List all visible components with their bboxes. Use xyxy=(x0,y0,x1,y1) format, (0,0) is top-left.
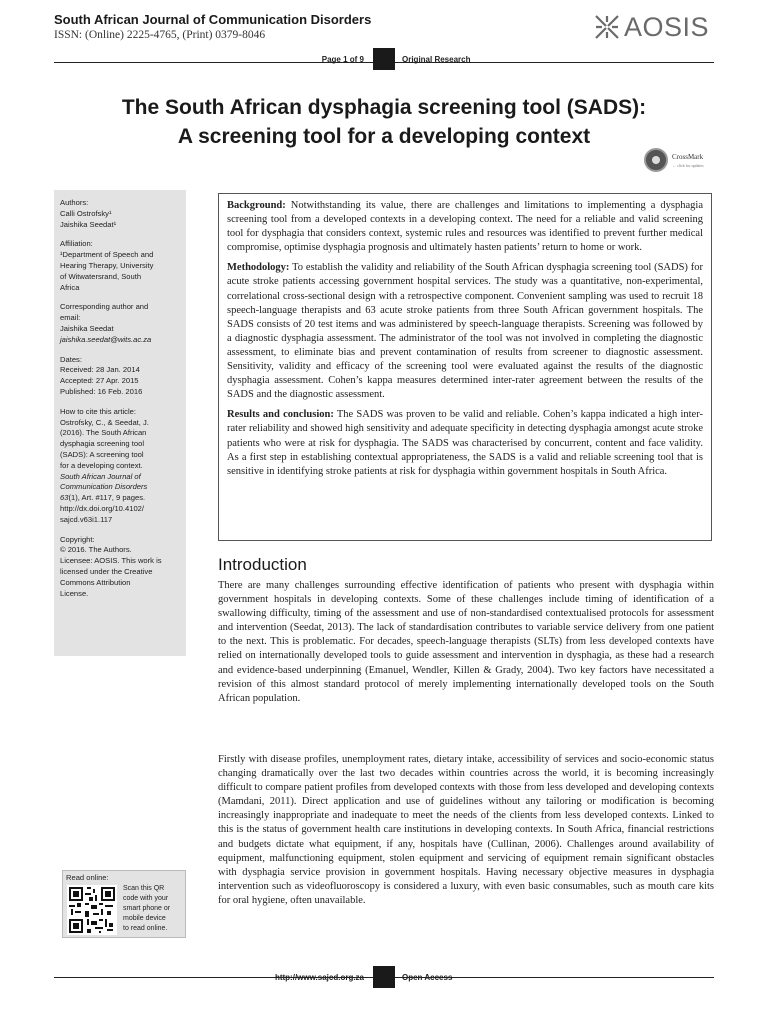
publisher-name: AOSIS xyxy=(624,12,710,42)
abstract-methodology xyxy=(227,261,703,402)
date-published: Published: 16 Feb. 2016 xyxy=(60,386,143,396)
copyright-line: Licensee: AOSIS. This work is xyxy=(60,556,162,566)
affiliation-line: Africa xyxy=(60,282,80,292)
article-type: Original Research xyxy=(402,55,471,64)
crossmark-badge[interactable] xyxy=(644,148,714,174)
citation-journal: Communication Disorders xyxy=(60,482,148,492)
citation-doi[interactable]: sajcd.v63i1.117 xyxy=(60,514,113,524)
aosis-mark-icon xyxy=(594,14,620,40)
read-online-label: Read online: xyxy=(66,873,109,882)
issn: ISSN: (Online) 2225-4765, (Print) 0379-8046 xyxy=(54,29,266,41)
dates-heading: Dates: xyxy=(60,354,82,364)
title-line-1: The South African dysphagia screening tool (SADS): xyxy=(121,96,647,119)
publisher-logo xyxy=(594,12,714,42)
copyright-line: licensed under the Creative xyxy=(60,566,153,576)
read-online-line: to read online. xyxy=(123,925,168,932)
authors-section xyxy=(60,198,180,230)
copyright-section xyxy=(60,535,180,600)
page-number: Page 1 of 9 xyxy=(321,55,364,64)
citation-volume-number: 63 xyxy=(60,493,69,503)
article-title xyxy=(40,93,728,151)
citation-journal: South African Journal of xyxy=(60,471,141,481)
corresponding-section xyxy=(60,302,180,345)
copyright-line: © 2016. The Authors. xyxy=(60,545,132,555)
affiliation-heading: Affiliation: xyxy=(60,239,93,249)
corresponding-email[interactable]: jaishika.seedat@wits.ac.za xyxy=(60,334,152,344)
abstract-results-text: The SADS was proven to be valid and reliable. Cohen’s kappa indicated a high inter-rater reliability and showed high sensitivity and adequate specificity in detecting dysphagia amongst acute stroke patients who were at risk for dysphagia. The SADS was characterised by concurrent, content and face validity. As a first step in establishing contextual appropriateness, the SADS is a valid and reliable screening tool that is sensitive in identifying stroke patients at risk for dysphagia within government hospitals in South Africa. xyxy=(227,409,703,477)
citation-section xyxy=(60,407,180,526)
affiliation-line: ¹Department of Speech and xyxy=(60,250,154,260)
affiliation-line: Hearing Therapy, University xyxy=(60,260,154,270)
abstract-background-text: Notwithstanding its value, there are challenges and limitations to implementing a dysphagia screening tool from a developed contexts in a developing context. The need for a reliable and valid screening tool for dysphagia that considers context, systemic rules and resources was identified to prevent further medical compromise, optimise dysphagia prognosis and ultimately hasten patients’ return to home or work. xyxy=(227,200,704,254)
citation-heading: How to cite this article: xyxy=(60,406,136,416)
corresponding-heading: Corresponding author and xyxy=(60,302,149,312)
citation-volume xyxy=(60,493,180,504)
footer-url-link[interactable]: http://www.sajcd.org.za xyxy=(274,973,364,982)
citation-line: dysphagia screening tool xyxy=(60,439,145,449)
citation-volume-rest: (1), Art. #117, 9 pages. xyxy=(68,493,146,503)
copyright-line: Commons Attribution xyxy=(60,577,131,587)
citation-line: (SADS): A screening tool xyxy=(60,449,144,459)
read-online-instructions xyxy=(123,884,185,934)
abstract-methodology-text: To establish the validity and reliability of the South African dysphagia screening tool (SADS) for acute stroke patients accessing government hospital services. The study was a quantitative, non-experimental, correlational cross-sectional design with a retrospective component. Convenient sampling was used to recruit 18 speech-language therapists and 63 acute stroke patients from three South African government hospitals. The SADS consists of 20 test items and was administered by speech-language therapists. Screening was followed by a diagnostic dysphagia assessment. The administrator of the tool was not involved in completing the diagnostic assessment, to eliminate bias and prevent contamination of results from screener to diagnostic assessment. Sensitivity, validity and efficacy of the screening tool were evaluated against the results of the diagnostic dysphagia assessment. Cohen’s kappa measures determined inter-rater agreement between the results of the SADS and the diagnostic assessment. xyxy=(227,262,703,401)
citation-doi[interactable]: http://dx.doi.org/10.4102/ xyxy=(60,503,145,513)
qr-code-icon[interactable] xyxy=(67,885,117,935)
citation-line: (2016). The South African xyxy=(60,428,147,438)
corresponding-heading: email: xyxy=(60,313,81,323)
footer-marker-block xyxy=(373,966,395,988)
authors-heading: Authors: xyxy=(60,198,89,207)
corresponding-name: Jaishika Seedat xyxy=(60,323,114,333)
dates-section xyxy=(60,355,180,398)
date-received: Received: 28 Jan. 2014 xyxy=(60,365,140,375)
date-accepted: Accepted: 27 Apr. 2015 xyxy=(60,376,139,386)
read-online-line: mobile device xyxy=(123,915,166,922)
open-access-label: Open Access xyxy=(402,973,453,982)
introduction-paragraph-1: There are many challenges surrounding effective identification of patients who present with dysphagia within government hospitals in developing contexts. Some of these challenges include timing of identification of a swallowing difficulty, timing of the assessment and use of non-standardised contextualised protocols for assessment and intervention (Seedat, 2013). The lack of standardisation contributes to variable service delivery from one patient to the next. This is problematic. For decades, speech-language therapists (SLTs) from less developed contexts have relied on internationally developed tools to guide assessment and intervention in dysphagia, as these had a research and evidence-based underpinning (Emanuel, Wendler, Killen & Grady, 2004). Two key factors have necessitated a revision of this almost standard protocol of merely implementing internationally developed tools on the South African population. xyxy=(218,580,714,704)
title-line-2: A screening tool for a developing context xyxy=(177,125,591,148)
abstract-results xyxy=(227,408,703,478)
abstract-background xyxy=(227,199,703,255)
abstract-background-label: Background: xyxy=(227,200,286,211)
author-name: Jaishika Seedat¹ xyxy=(60,219,117,229)
citation-line: Ostrofsky, C., & Seedat, J. xyxy=(60,417,149,427)
read-online-line: Scan this QR xyxy=(123,885,165,892)
introduction-paragraph-2: Firstly with disease profiles, unemployment rates, dietary intake, accessibility of services and socio-economic status changing dramatically over the last two decades within countries across the world, it is becoming increasingly difficult to compare patient profiles from developed contexts with those from less developed and developing contexts (Mamdani, 2011). Direct application and use of guidelines without any tailoring or modification is becoming increasingly inappropriate and inadequate to meet the needs of the clients from less developed contexts. Linked to this is the status of government health care institutions in developing contexts. In South Africa, financial restrictions and budgets dictate what equipment, if any, hospitals have (Cullinan, 2006). Challenges around availability of equipment, malfunctioning equipment, stolen equipment and servicing of equipment remain significant obstacles with dysphagia service provision in government hospitals. Having necessary objective measures in dysphagia intervention such as videofluoroscopy is considered a luxury, with even basic consumables, such as mouth care kits for oral hygiene, often unavailable. xyxy=(218,754,714,906)
read-online-line: code with your xyxy=(123,895,169,902)
read-online-box xyxy=(62,870,186,938)
affiliation-line: of Witwatersrand, South xyxy=(60,271,142,281)
journal-name: South African Journal of Communication Disorders xyxy=(54,12,372,27)
citation-line: for a developing context. xyxy=(60,460,143,470)
crossmark-label: CrossMark xyxy=(672,153,704,161)
introduction-heading: Introduction xyxy=(218,555,307,574)
read-online-line: smart phone or xyxy=(123,905,171,912)
article-info-sidebar xyxy=(54,190,186,656)
crossmark-icon xyxy=(644,148,668,172)
abstract-methodology-label: Methodology: xyxy=(227,262,290,274)
copyright-line: License. xyxy=(60,588,89,598)
author-name: Calli Ostrofsky¹ xyxy=(60,208,112,218)
header-marker-block xyxy=(373,48,395,70)
abstract-results-label: Results and conclusion: xyxy=(227,409,334,421)
crossmark-sub: ← click for updates xyxy=(672,163,704,168)
abstract-box xyxy=(218,193,712,541)
affiliation-section xyxy=(60,239,180,293)
copyright-heading: Copyright: xyxy=(60,534,95,544)
